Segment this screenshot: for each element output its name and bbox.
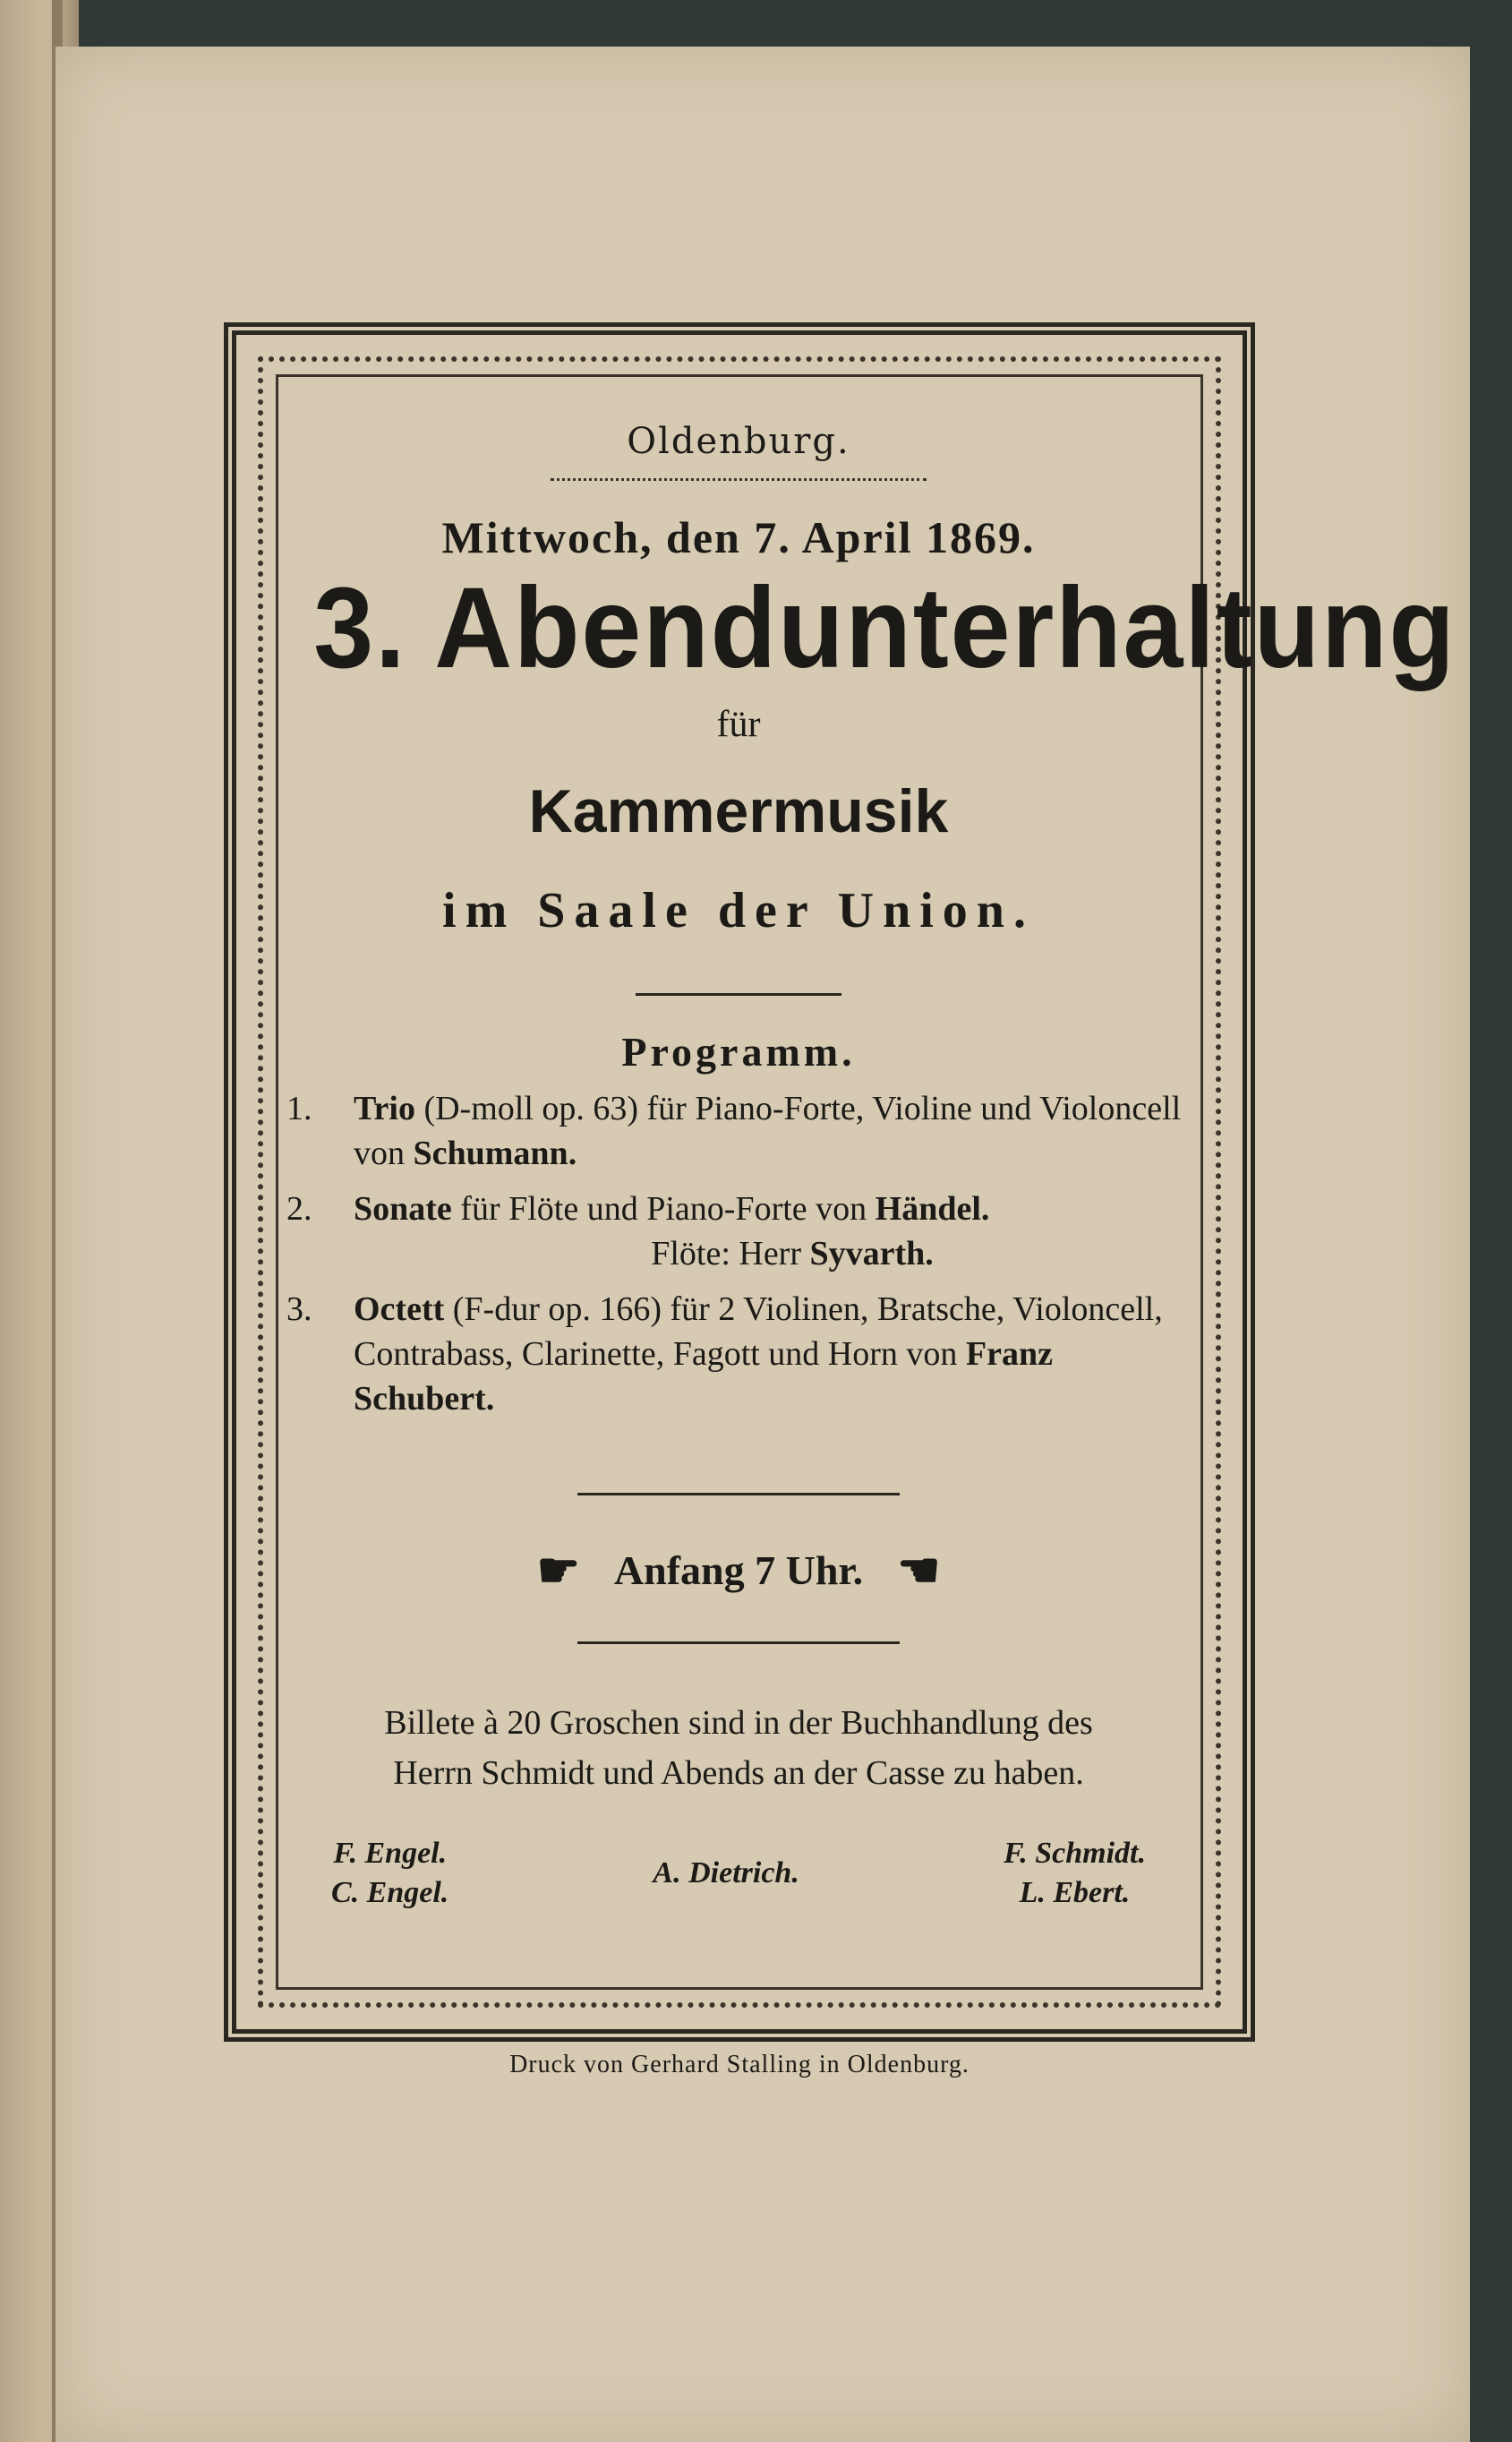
pointing-hand-left-icon: ☚ — [897, 1544, 941, 1598]
pointing-hand-right-icon: ☛ — [536, 1544, 580, 1598]
program-heading: Programm. — [621, 1029, 856, 1075]
start-time: Anfang 7 Uhr. — [613, 1547, 864, 1594]
title-fuer: für — [716, 704, 761, 746]
program-item-number: 2. — [286, 1190, 312, 1229]
flute-label: Flöte: Herr — [651, 1235, 801, 1273]
divider — [636, 993, 841, 996]
event-date: Mittwoch, den 7. April 1869. — [441, 512, 1036, 562]
program-item — [286, 1187, 1191, 1231]
signer-name: C. Engel. — [331, 1876, 449, 1910]
program-item — [286, 1287, 1191, 1421]
program-item-work: Sonate — [354, 1190, 452, 1229]
signer-name: L. Ebert. — [1019, 1876, 1131, 1910]
city-heading: Oldenburg. — [627, 421, 850, 462]
flute-performer — [286, 1231, 1191, 1276]
program-item-composer: Händel. — [875, 1190, 990, 1229]
ticket-info — [286, 1698, 1191, 1798]
program-item-detail: für Flöte und Piano-Forte von — [460, 1190, 867, 1229]
signer-column-left — [331, 1834, 448, 1913]
start-time-row — [286, 1542, 1191, 1598]
program-item-number: 3. — [286, 1290, 312, 1329]
flute-player: Syvarth. — [809, 1235, 934, 1273]
program-item-detail: (F-dur op. 166) für 2 Violinen, Bratsche, Violoncell, Contrabass, Clarinette, Fagott und Horn von — [354, 1290, 1163, 1374]
program-item-composer: Schumann. — [413, 1135, 577, 1173]
signer-name: A. Dietrich. — [653, 1856, 799, 1890]
divider — [577, 1641, 900, 1644]
printer-imprint: Druck von Gerhard Stalling in Oldenburg. — [509, 2051, 970, 2078]
program-content — [286, 421, 1456, 1913]
wavy-divider — [551, 466, 927, 481]
program-item-detail: (D-moll op. 63) für Piano-Forte, Violine und Violoncell von — [354, 1090, 1182, 1173]
program-item — [286, 1086, 1191, 1176]
event-subject: Kammermusik — [528, 777, 949, 846]
signer-column-middle — [653, 1854, 799, 1893]
signer-name: F. Engel. — [333, 1837, 448, 1871]
program-item-number: 1. — [286, 1090, 312, 1128]
divider — [577, 1493, 900, 1495]
ticket-info-line: Herrn Schmidt und Abends an der Casse zu haben. — [393, 1754, 1084, 1793]
program-item-composer: Franz Schubert. — [354, 1335, 1053, 1418]
signer-name: F. Schmidt. — [1003, 1837, 1146, 1871]
event-title: 3. Abendunterhaltung — [313, 564, 1456, 692]
program-item-work: Trio — [354, 1090, 415, 1128]
signer-column-right — [1004, 1834, 1146, 1913]
program-item-work: Octett — [354, 1290, 445, 1329]
signers — [286, 1834, 1191, 1913]
event-venue: im Saale der Union. — [442, 883, 1035, 939]
ticket-info-line: Billete à 20 Groschen sind in der Buchhandlung des — [384, 1704, 1093, 1743]
